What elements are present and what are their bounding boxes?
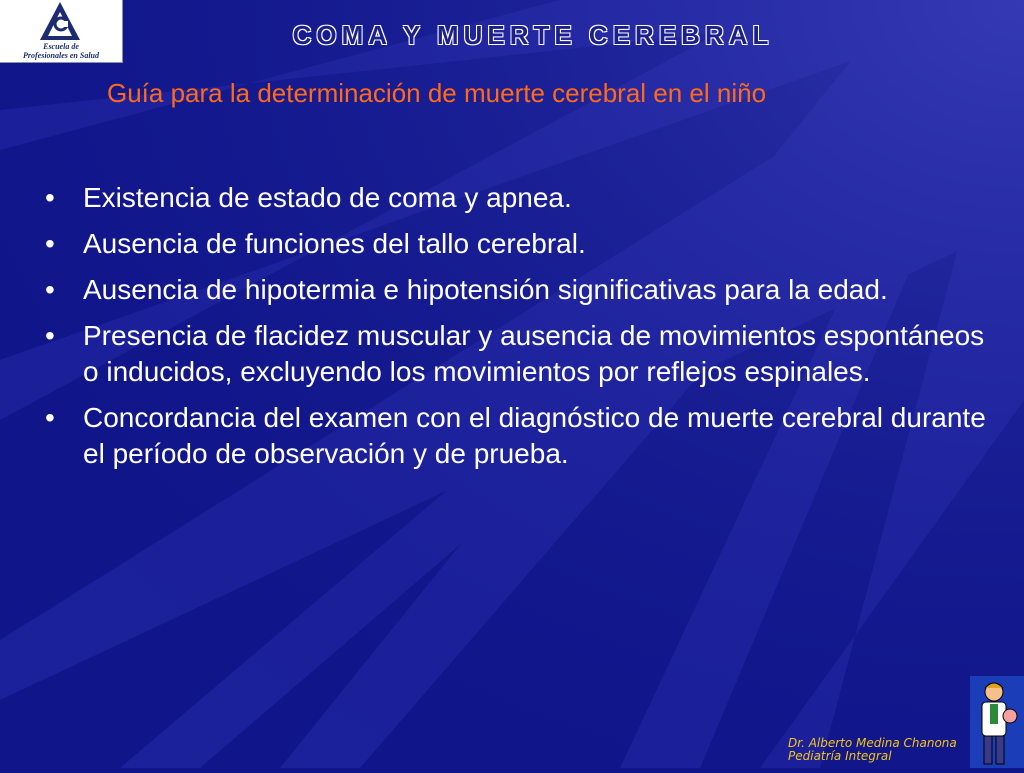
bullet-text: Ausencia de hipotermia e hipotensión significativas para la edad.: [83, 274, 888, 305]
slide-subtitle: Guía para la determinación de muerte cerebral en el niño: [107, 78, 767, 108]
bullet-text: Concordancia del examen con el diagnóstico de muerte cerebral durante el período de observación y de prueba.: [83, 402, 986, 469]
bullet-item: [45, 400, 995, 472]
bullet-item: [45, 226, 995, 262]
logo-text-line1: Escuela de: [43, 42, 79, 51]
bullet-item: [45, 180, 995, 216]
footer-subtitle: Pediatría Integral: [788, 749, 892, 763]
bullet-dot-icon: •: [45, 228, 55, 259]
doctor-with-baby-icon: [970, 676, 1024, 768]
bullet-item: [45, 318, 995, 390]
school-logo: [0, 0, 123, 63]
bullet-text: Presencia de flacidez muscular y ausencia de movimientos espontáneos o inducidos, excluyendo los movimientos por reflejos espinales.: [83, 320, 985, 387]
bullet-item: [45, 272, 995, 308]
bullet-dot-icon: •: [45, 320, 55, 351]
bullet-text: Ausencia de funciones del tallo cerebral.: [83, 228, 586, 259]
bullet-dot-icon: •: [45, 402, 55, 433]
school-logo-icon: [0, 0, 122, 44]
slide-title: COMA Y MUERTE CEREBRAL: [292, 20, 774, 50]
logo-text-line2: Profesionales en Salud: [22, 51, 99, 60]
bullet-list: [45, 180, 995, 482]
bullet-dot-icon: •: [45, 182, 55, 213]
footer-author: Dr. Alberto Medina Chanona: [788, 736, 957, 750]
bullet-dot-icon: •: [45, 274, 55, 305]
bullet-text: Existencia de estado de coma y apnea.: [83, 182, 572, 213]
doctor-clipart: [970, 676, 1024, 768]
